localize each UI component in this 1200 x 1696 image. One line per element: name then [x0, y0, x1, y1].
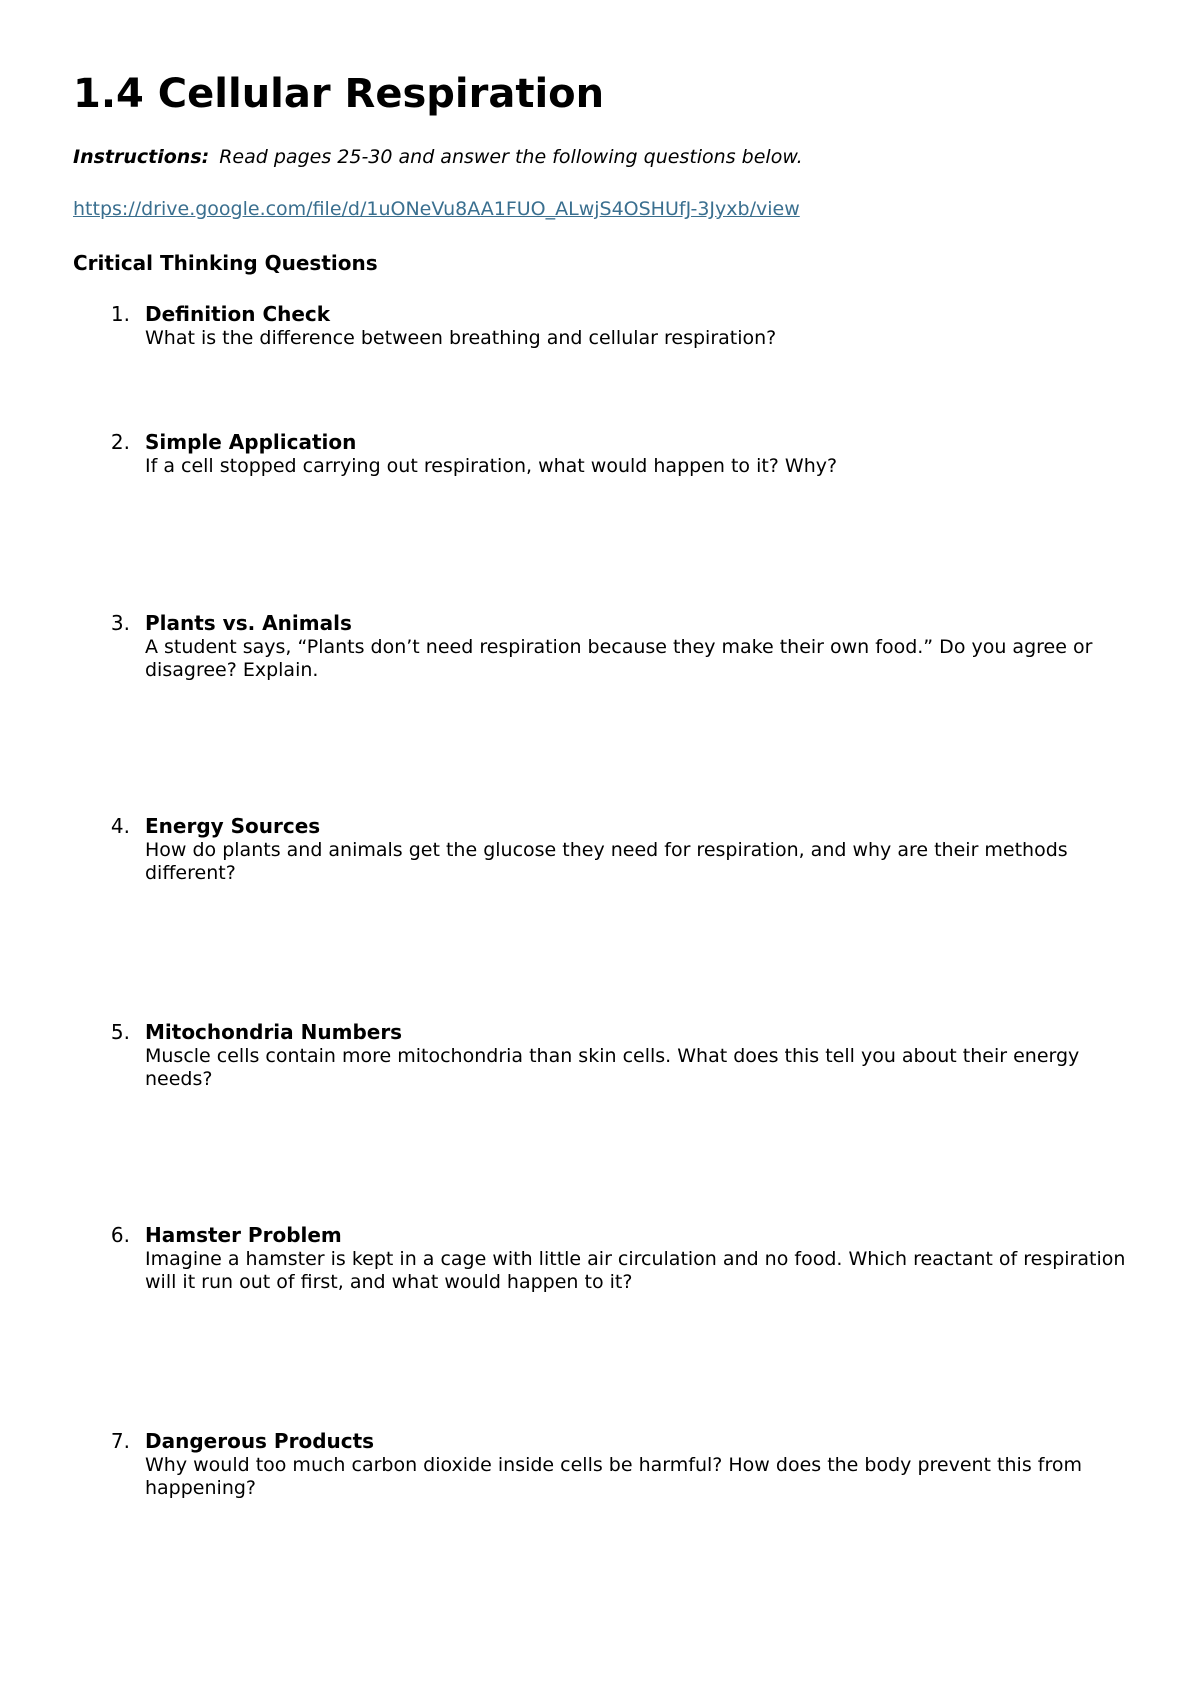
question-number: 3.	[110, 611, 130, 635]
question-number: 6.	[110, 1223, 130, 1247]
question-text: Why would too much carbon dioxide inside cells be harmful? How does the body prevent this from happening?	[145, 1453, 1082, 1499]
section-heading: Critical Thinking Questions	[73, 251, 378, 275]
question-title: Energy Sources	[145, 814, 321, 838]
question-number: 7.	[110, 1429, 130, 1453]
question-text: A student says, “Plants don’t need respiration because they make their own food.” Do you agree or disagree? Explain.	[145, 635, 1093, 681]
question-number: 1.	[110, 302, 130, 326]
question-number: 2.	[110, 430, 130, 454]
question-title: Dangerous Products	[145, 1429, 375, 1453]
instructions-text: Read pages 25-30 and answer the following questions below.	[219, 146, 803, 168]
question-number: 4.	[110, 814, 130, 838]
question-text: Muscle cells contain more mitochondria than skin cells. What does this tell you about their energy needs?	[145, 1044, 1080, 1090]
question-text: How do plants and animals get the glucose they need for respiration, and why are their methods different?	[145, 838, 1068, 884]
reading-link[interactable]: https://drive.google.com/file/d/1uONeVu8AA1FUO_ALwjS4OSHUfJ-3Jyxb/view	[73, 198, 800, 220]
instructions	[73, 146, 803, 169]
question-title: Mitochondria Numbers	[145, 1020, 403, 1044]
question-title: Plants vs. Animals	[145, 611, 352, 635]
question-title: Hamster Problem	[145, 1223, 342, 1247]
question-title: Definition Check	[145, 302, 331, 326]
question-title: Simple Application	[145, 430, 357, 454]
page-title: 1.4 Cellular Respiration	[73, 71, 605, 117]
question-number: 5.	[110, 1020, 130, 1044]
instructions-label: Instructions:	[73, 146, 210, 168]
question-text: Imagine a hamster is kept in a cage with little air circulation and no food. Which reactant of respiration will it run out of first, and what would happen to it?	[145, 1247, 1126, 1293]
question-text: What is the difference between breathing and cellular respiration?	[145, 326, 777, 349]
question-text: If a cell stopped carrying out respiration, what would happen to it? Why?	[145, 454, 838, 477]
